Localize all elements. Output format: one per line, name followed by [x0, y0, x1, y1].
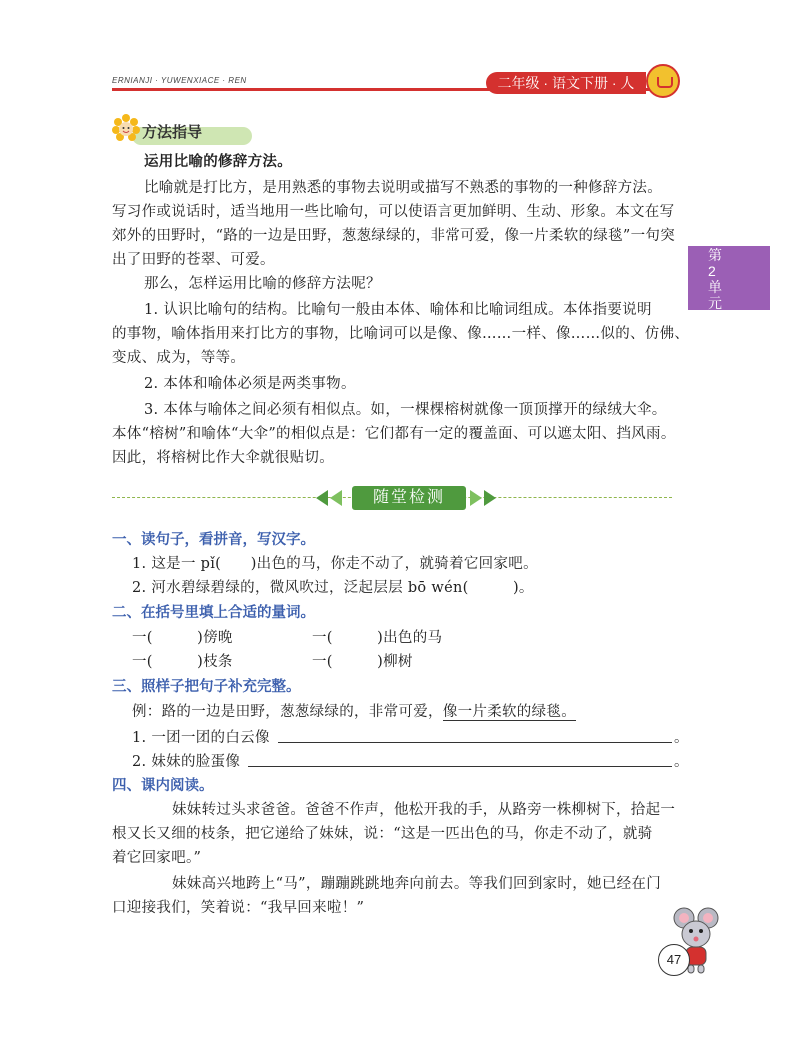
method-p1-line1: 比喻就是打比方，是用熟悉的事物去说明或描写不熟悉的事物的一种修辞方法。 [144, 180, 662, 196]
q2-item-1: 一( )傍晚 [132, 630, 233, 646]
method-p3-line2: 的事物，喻体指用来打比方的事物，比喻词可以是像、像……一样、像……似的、仿佛、 [112, 326, 690, 342]
q4-p2-line1: 妹妹高兴地跨上“马”，蹦蹦跳跳地奔向前去。等我们回到家时，她已经在门 [172, 876, 662, 892]
method-subtitle: 运用比喻的修辞方法。 [144, 154, 292, 170]
method-p5-line2: 本体“榕树”和喻体“大伞”的相似点是：它们都有一定的覆盖面、可以遮太阳、挡风雨。 [112, 426, 676, 442]
arrow-right-icon [484, 490, 496, 506]
method-p1-line2: 写习作或说话时，适当地用一些比喻句，可以使语言更加鲜明、生动、形象。本文在写 [112, 204, 675, 220]
q4-p1-line2: 根又长又细的枝条，把它递给了妹妹，说：“这是一匹出色的马，你走不动了，就骑 [112, 826, 653, 842]
q4-heading: 四、课内阅读。 [112, 778, 214, 794]
method-p3-line1: 1. 认识比喻句的结构。比喻句一般由本体、喻体和比喻词组成。本体指要说明 [144, 302, 652, 318]
q2-heading: 二、在括号里填上合适的量词。 [112, 605, 315, 621]
page-number: 47 [658, 944, 690, 976]
unit-tab [688, 246, 770, 310]
q3-prompt-1: 1. 一团一团的白云像 [132, 730, 270, 746]
arrow-left-icon [316, 490, 328, 506]
header-pinyin: ERNIANJI · YUWENXIACE · REN [112, 76, 247, 85]
q3-example-underlined: 像一片柔软的绿毯。 [442, 704, 577, 720]
method-p1-line3: 郊外的田野时，“路的一边是田野，葱葱绿绿的，非常可爱，像一片柔软的绿毯”一句突 [112, 228, 676, 244]
unit-tab-line3: 单 [708, 279, 722, 295]
arrow-right-icon [470, 490, 482, 506]
method-p4: 2. 本体和喻体必须是两类事物。 [144, 376, 356, 392]
q4-p2-line2: 口迎接我们，笑着说：“我早回来啦！” [112, 900, 365, 916]
q4-p1-line1: 妹妹转过头求爸爸。爸爸不作声，他松开我的手，从路旁一株柳树下，拾起一 [172, 802, 676, 818]
method-title: 方法指导 [142, 124, 203, 141]
q2-item-4: 一( )柳树 [312, 654, 413, 670]
q1-sentence-1: 1. 这是一 pǐ( )出色的马，你走不动了，就骑着它回家吧。 [132, 556, 538, 572]
q3-answer-line-1[interactable] [278, 742, 672, 743]
method-p2: 那么，怎样运用比喻的修辞方法呢？ [144, 276, 381, 292]
q1-sentence-2: 2. 河水碧绿碧绿的，微风吹过，泛起层层 bō wén( )。 [132, 580, 534, 596]
arrow-left-icon [330, 490, 342, 506]
q3-answer-line-2[interactable] [248, 766, 672, 767]
sunflower-icon [112, 114, 140, 144]
book-logo-icon [646, 64, 680, 98]
unit-tab-line1: 第 [708, 247, 722, 263]
method-p3-line3: 变成、成为，等等。 [112, 350, 246, 366]
unit-tab-line4: 元 [708, 295, 722, 311]
section-title: 随堂检测 [352, 486, 466, 510]
q1-heading: 一、读句子，看拼音，写汉字。 [112, 532, 315, 548]
q3-example-text: 例：路的一边是田野，葱葱绿绿的，非常可爱， [132, 704, 443, 720]
q3-end-mark-2: 。 [674, 754, 689, 770]
q2-item-3: 一( )枝条 [132, 654, 233, 670]
q3-heading: 三、照样子把句子补充完整。 [112, 679, 301, 695]
q3-prompt-2: 2. 妹妹的脸蛋像 [132, 754, 241, 770]
unit-tab-line2: 2 [708, 263, 716, 279]
q3-end-mark-1: 。 [674, 730, 689, 746]
method-p5-line3: 因此，将榕树比作大伞就很贴切。 [112, 450, 334, 466]
grade-badge: 二年级 · 语文下册 · 人 [486, 72, 646, 94]
method-p5-line1: 3. 本体与喻体之间必须有相似点。如，一棵棵榕树就像一顶顶撑开的绿绒大伞。 [144, 402, 667, 418]
method-p1-line4: 出了田野的苍翠、可爱。 [112, 252, 275, 268]
q2-item-2: 一( )出色的马 [312, 630, 443, 646]
q3-example [132, 700, 576, 724]
q4-p1-line3: 着它回家吧。” [112, 850, 202, 866]
